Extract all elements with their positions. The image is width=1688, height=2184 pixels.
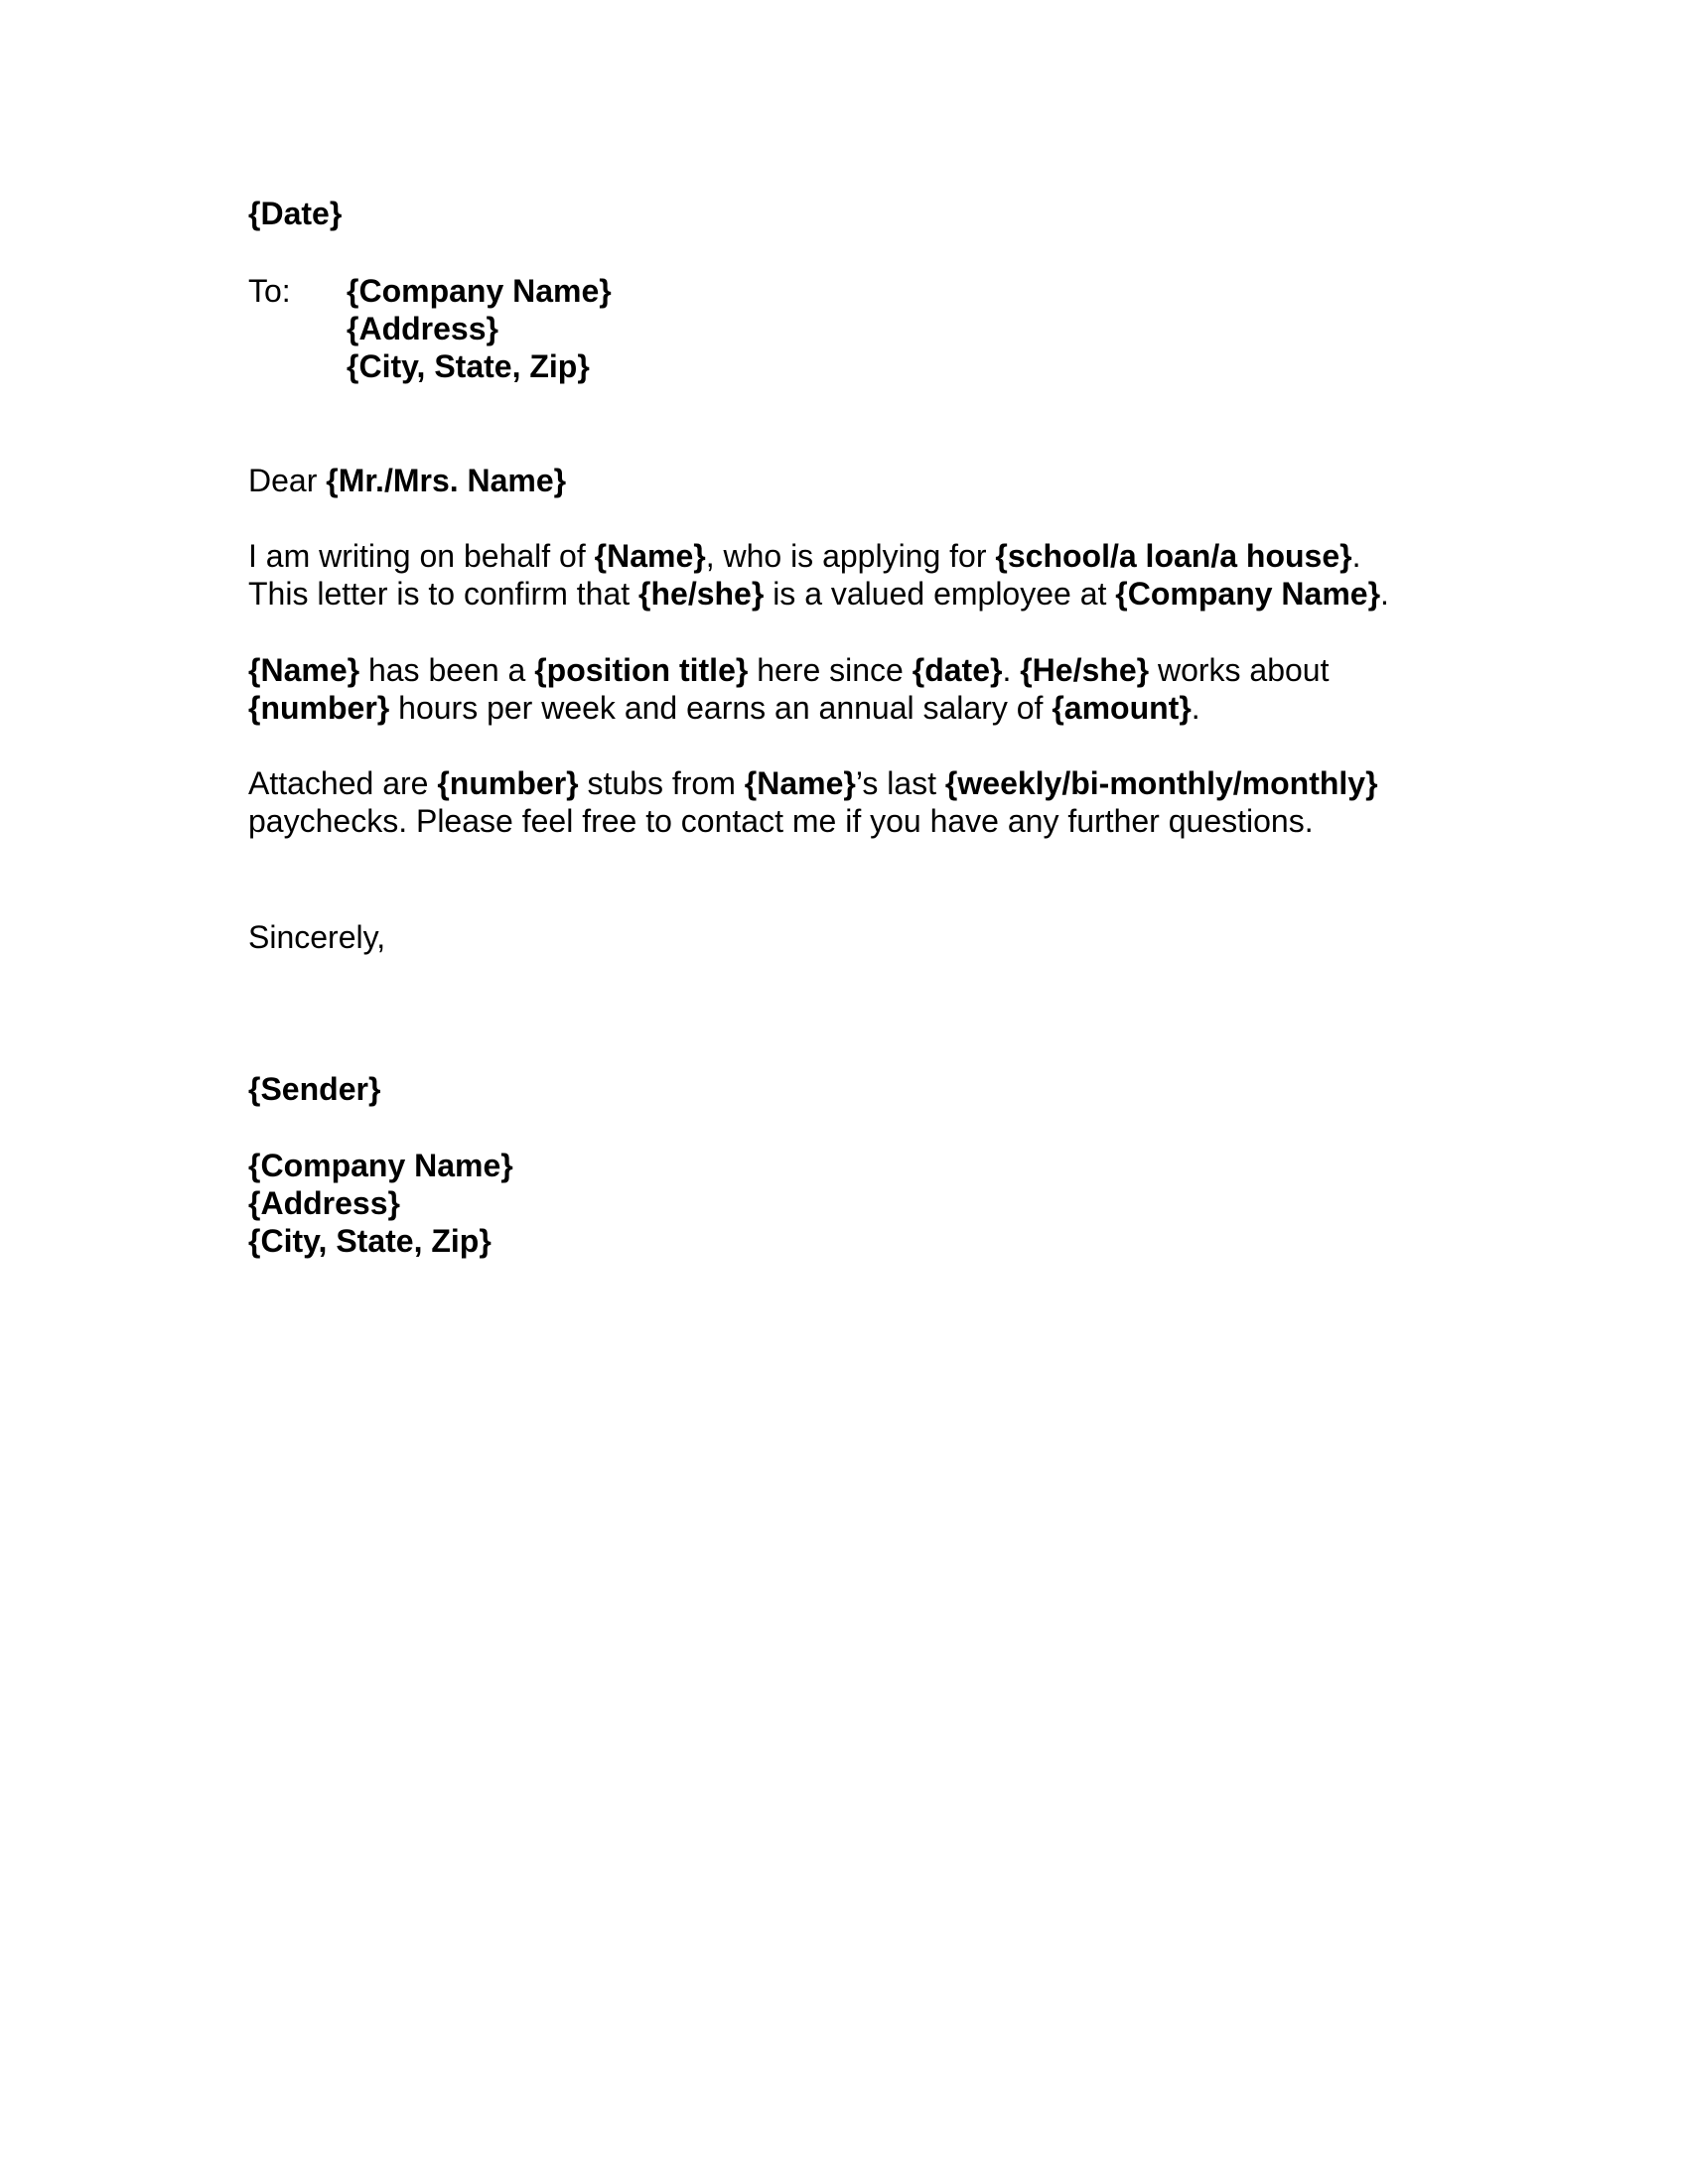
placeholder-pronoun: {He/she} — [1020, 652, 1150, 688]
placeholder-name: {Name} — [248, 652, 360, 688]
recipient-company: {Company Name} — [347, 273, 612, 309]
text-run: . — [1002, 652, 1021, 688]
placeholder-hours: {number} — [248, 690, 390, 726]
text-run: ’s last — [855, 765, 945, 801]
paragraph-1-line-2 — [248, 575, 1389, 613]
placeholder-company: {Company Name} — [1115, 576, 1381, 612]
text-run: is a valued employee at — [764, 576, 1116, 612]
text-run: Attached are — [248, 765, 438, 801]
letter-date: {Date} — [248, 196, 343, 231]
text-run: has been a — [359, 652, 535, 688]
sender-address: {Address} — [248, 1185, 400, 1221]
placeholder-pronoun: {he/she} — [638, 576, 765, 612]
paragraph-1-line-1 — [248, 537, 1360, 575]
salutation-name: {Mr./Mrs. Name} — [326, 463, 567, 498]
paragraph-2-line-1 — [248, 651, 1329, 689]
salutation — [248, 462, 566, 499]
placeholder-name: {Name} — [744, 765, 856, 801]
placeholder-name: {Name} — [594, 538, 706, 574]
placeholder-number: {number} — [437, 765, 579, 801]
placeholder-date: {date} — [912, 652, 1003, 688]
text-run: . — [1191, 690, 1200, 726]
text-run: I am writing on behalf of — [248, 538, 595, 574]
recipient-city-state-zip: {City, State, Zip} — [347, 348, 590, 384]
paragraph-3-line-2 — [248, 802, 1314, 840]
placeholder-amount: {amount} — [1052, 690, 1192, 726]
sender-city-state-zip: {City, State, Zip} — [248, 1223, 492, 1259]
closing: Sincerely, — [248, 919, 386, 955]
text-run: works about — [1149, 652, 1330, 688]
sender-company: {Company Name} — [248, 1148, 513, 1183]
text-run: . — [1380, 576, 1389, 612]
text-run: hours per week and earns an annual salary of — [389, 690, 1053, 726]
recipient-address: {Address} — [347, 311, 498, 346]
text-run: here since — [748, 652, 913, 688]
text-run: , who is applying for — [705, 538, 996, 574]
paragraph-2-line-2 — [248, 689, 1200, 727]
placeholder-position: {position title} — [534, 652, 749, 688]
paragraph-3-line-1 — [248, 764, 1378, 802]
salutation-prefix: Dear — [248, 463, 327, 498]
text-run: stubs from — [578, 765, 745, 801]
to-label: To: — [248, 273, 291, 309]
placeholder-frequency: {weekly/bi-monthly/monthly} — [944, 765, 1378, 801]
sender-name: {Sender} — [248, 1071, 381, 1107]
text-run: . — [1351, 538, 1361, 574]
placeholder-purpose: {school/a loan/a house} — [995, 538, 1352, 574]
text-run: paychecks. Please feel free to contact me if you have any further questions. — [248, 803, 1314, 839]
text-run: This letter is to confirm that — [248, 576, 639, 612]
